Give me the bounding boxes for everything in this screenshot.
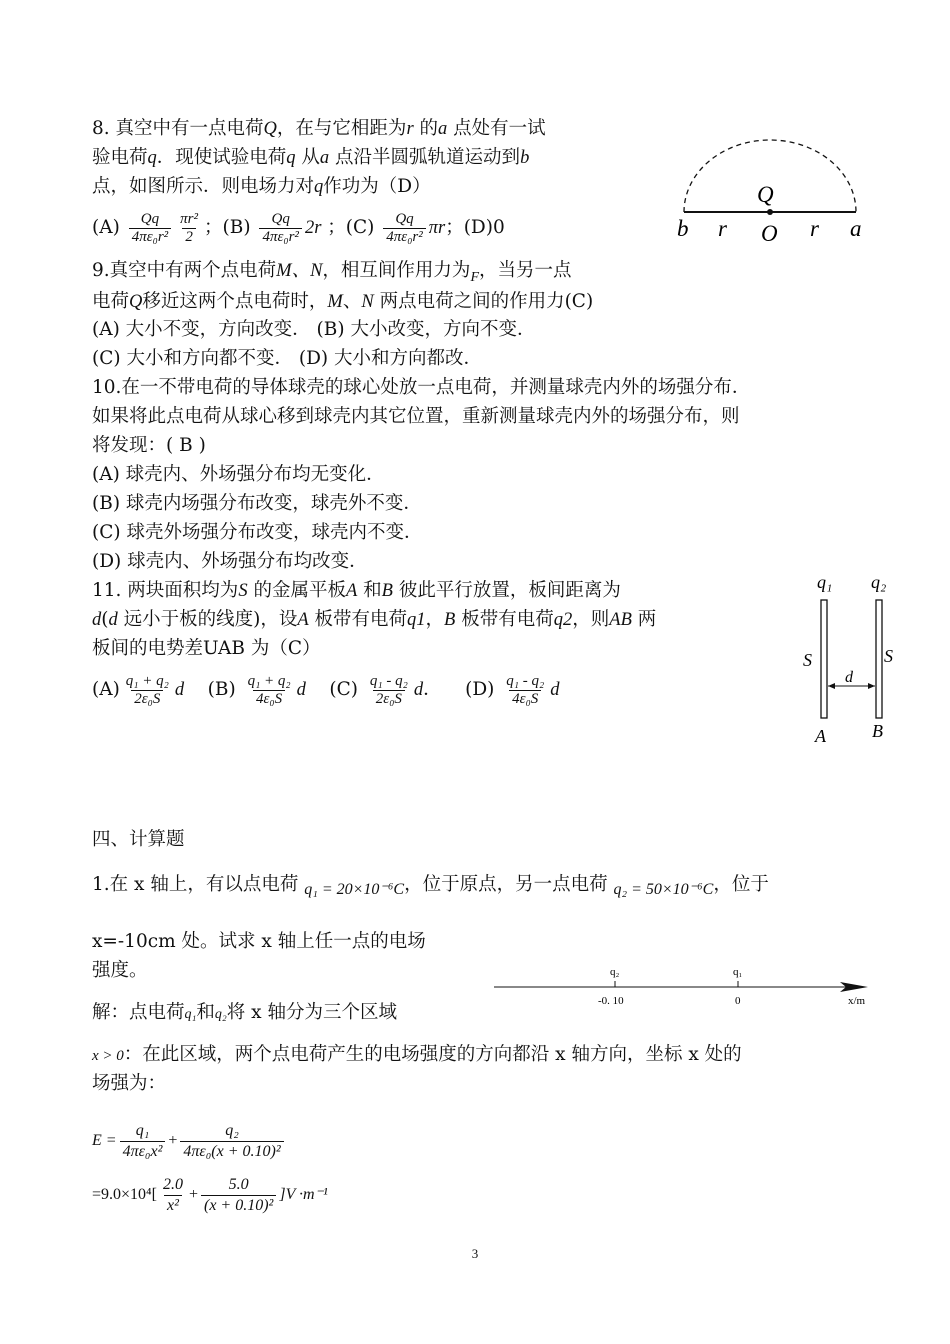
- axis-unit: x/m: [848, 995, 866, 1007]
- calc-problem-1-line3: 强度。: [92, 960, 148, 981]
- charge-Q-dot: [767, 209, 773, 215]
- fig-label-q2: q₂: [871, 572, 887, 592]
- eq-frac-1: $\frac{\text{q₁}}{\text{4πε₀x²}}$: [120, 1121, 166, 1162]
- fig-label-r-right: r: [810, 216, 819, 241]
- axis-tick-zero: 0: [735, 995, 741, 1007]
- plate-A: [821, 600, 827, 718]
- q8-line1: 8. 真空中有一点电荷Q，在与它相距为r 的a 点处有一试: [92, 118, 546, 139]
- semicircle-figure: [670, 136, 870, 246]
- section-title: 四、计算题: [92, 829, 185, 850]
- q10-option-a: (A) 球壳内、外场强分布均无变化．: [92, 464, 385, 485]
- q8-options: (A) $\frac{Qq}{\text{4πε₀r²}}$ $\frac{\text{πr²}}{2}$ ；(B) $\frac{Qq}{\text{4πε₀r²}}$ 2r ；(C) $\frac{Qq}{\text{4πε₀r²}}$ πr；(D)0: [92, 210, 505, 245]
- q11-frac-a: $\frac{\text{q₁ + q₂}}{\text{2ε₀S}}$: [125, 672, 169, 707]
- fig-label-O: O: [761, 221, 778, 246]
- equation-line1: E = $\frac{\text{q₁}}{\text{4πε₀x²}}$ + $\frac{\text{q₂}}{\text{4πε₀(x + 0.10)²}}$: [92, 1118, 287, 1164]
- calc-problem-1-line1: 1.在 x 轴上，有以点电荷 q₁ = 20×10⁻⁶C，位于原点，另一点电荷 q₂ = 50×10⁻⁶C，位于: [92, 874, 769, 898]
- q10-line3: 将发现：( B ): [92, 435, 206, 456]
- q8-line3: 点，如图所示．则电场力对q作功为（D）: [92, 176, 431, 197]
- parallel-plates-figure: [795, 566, 905, 752]
- q11-line1: 11. 两块面积均为S 的金属平板A 和B 彼此平行放置，板间距离为: [92, 580, 621, 601]
- q9-line1: 9.真空中有两个点电荷M、N，相互间作用力为$_F$，当另一点: [92, 260, 572, 285]
- q9-options-line1: (A) 大小不变，方向改变． (B) 大小改变，方向不变．: [92, 319, 536, 340]
- eq-frac-2: $\frac{\text{q₂}}{\text{4πε₀(x + 0.10)²}}$: [180, 1121, 283, 1162]
- fig-label-b: b: [677, 216, 689, 241]
- calc-problem-1-line2: x=-10cm 处。试求 x 轴上任一点的电场: [92, 931, 426, 952]
- q11-frac-b: $\frac{\text{q₁ + q₂}}{\text{4ε₀S}}$: [247, 672, 291, 707]
- q10-option-d: (D) 球壳内、外场强分布均改变．: [92, 551, 368, 572]
- fig-label-q1: q₁: [817, 572, 833, 592]
- plate-B: [876, 600, 882, 718]
- fig-label-d: d: [845, 669, 853, 686]
- fig-label-S-left: S: [803, 650, 812, 670]
- q11-options: (A) $\frac{\text{q₁ + q₂}}{\text{2ε₀S}}$ d (B) $\frac{\text{q₁ + q₂}}{\text{4ε₀S}}$ d (C) $\frac{\text{q₁ - q₂}}{\text{2ε₀S}}$ d． (D) $\frac{\text{q₁ - q₂}}{\text{4ε₀S}}$ d: [92, 672, 560, 707]
- q8-factor-a: $\frac{\text{πr²}}{2}$: [180, 210, 199, 245]
- q10-line1: 10.在一不带电荷的导体球壳的球心处放一点电荷，并测量球壳内外的场强分布．: [92, 377, 751, 398]
- fig-label-B: B: [872, 721, 883, 741]
- q11-line3: 板间的电势差UAB 为（C）: [92, 638, 321, 659]
- axis-label-q2: q₂: [610, 966, 620, 978]
- fig-label-Q: Q: [757, 182, 774, 207]
- solution-line2: x > 0：在此区域，两个点电荷产生的电场强度的方向都沿 x 轴方向，坐标 x 处的: [92, 1044, 742, 1065]
- q8-frac-c: $\frac{Qq}{\text{4πε₀r²}}$: [383, 211, 425, 246]
- fig-label-a: a: [850, 216, 862, 241]
- q11-frac-d: $\frac{\text{q₁ - q₂}}{\text{4ε₀S}}$: [506, 672, 545, 707]
- fig-label-r-left: r: [718, 216, 727, 241]
- axis-tick-neg: -0. 10: [598, 995, 624, 1007]
- page-number: 3: [471, 1246, 479, 1261]
- q8-frac-a: $\frac{Qq}{\text{4πε₀r²}}$: [129, 211, 171, 246]
- eq-frac-4: $\frac{5.0}{\text{(x + 0.10)²}}$: [201, 1175, 276, 1216]
- q9-options-line2: (C) 大小和方向都不变． (D) 大小和方向都改．: [92, 348, 483, 369]
- q10-option-c: (C) 球壳外场强分布改变，球壳内不变．: [92, 522, 423, 543]
- fig-label-S-right: S: [884, 646, 893, 666]
- x-axis-figure: [490, 960, 890, 1010]
- q10-line2: 如果将此点电荷从球心移到球壳内其它位置，重新测量球壳内外的场强分布，则: [92, 406, 740, 427]
- q10-option-b: (B) 球壳内场强分布改变，球壳外不变．: [92, 493, 422, 514]
- equation-line2: =9.0×10⁴[ $\frac{2.0}{\text{x²}}$ + $\frac{5.0}{\text{(x + 0.10)²}}$ ]V ·m⁻¹: [92, 1175, 328, 1214]
- solution-line3: 场强为：: [92, 1073, 167, 1094]
- solution-line1: 解：点电荷q₁和q₂将 x 轴分为三个区域: [92, 1002, 397, 1023]
- eq-frac-3: $\frac{2.0}{\text{x²}}$: [162, 1175, 183, 1214]
- q9-line2: 电荷Q移近这两个点电荷时，M、N 两点电荷之间的作用力(C): [92, 291, 594, 312]
- q8-frac-b: $\frac{Qq}{\text{4πε₀r²}}$: [259, 211, 301, 246]
- axis-label-q1: q₁: [733, 966, 743, 978]
- fig-label-A: A: [815, 726, 826, 746]
- q11-frac-c: $\frac{\text{q₁ - q₂}}{\text{2ε₀S}}$: [369, 672, 408, 707]
- q11-line2: d(d 远小于板的线度)，设A 板带有电荷q1，B 板带有电荷q2，则AB 两: [92, 609, 657, 630]
- q8-line2: 验电荷q．现使试验电荷q 从a 点沿半圆弧轨道运动到b: [92, 147, 530, 168]
